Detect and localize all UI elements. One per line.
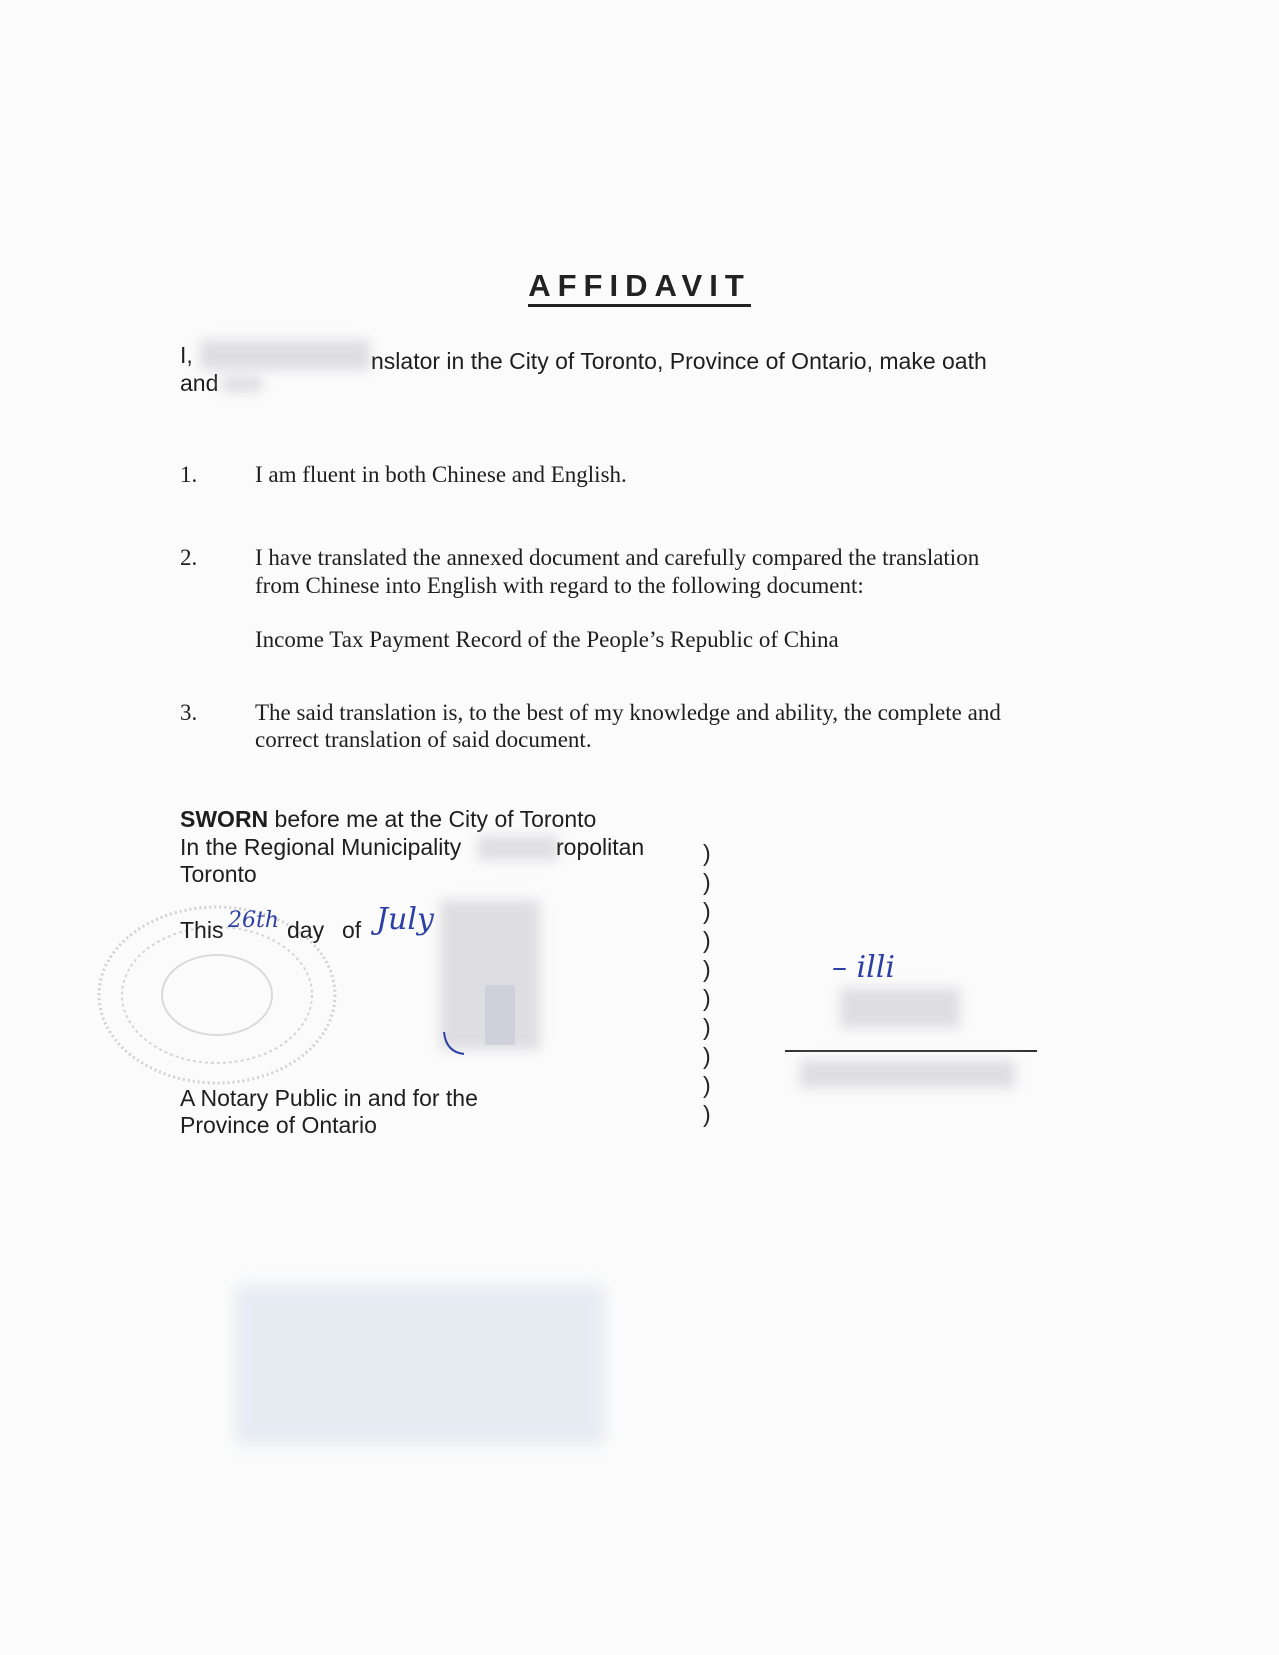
notary-line1: A Notary Public in and for the [180,1085,478,1111]
item-text-line2: from Chinese into English with regard to the following document: [255,573,864,598]
paren: ) [703,1101,711,1127]
redacted-address-stamp [235,1285,605,1445]
paren: ) [703,1043,711,1069]
redacted-deponent-name [800,1060,1015,1088]
item-text-line1: The said translation is, to the best of my knowledge and ability, the complete and [255,700,1001,725]
redaction-block [485,985,515,1045]
intro-line1: nslator in the City of Toronto, Province of Ontario, make oath [371,348,987,374]
signature-line [785,1050,1037,1052]
intro-line2: and [180,370,219,396]
redacted-name [200,340,370,370]
paren: ) [703,956,711,982]
handwritten-day: 26th [228,908,280,933]
of-label: of [342,917,362,943]
item-number: 1. [180,462,198,487]
jurat-line3: Toronto [180,861,257,887]
intro-prefix: I, [180,342,193,368]
item-text-line2: correct translation of said document. [255,727,592,752]
day-label: day [287,917,325,943]
redacted-fragment [222,376,262,392]
this-label: This [180,917,224,943]
document-title [0,268,1279,304]
title-text: AFFIDAVIT [528,268,751,307]
signature-stroke-icon [440,1030,470,1060]
paren: ) [703,927,711,953]
document-name: Income Tax Payment Record of the People’s Republic of China [255,627,839,652]
item-number: 2. [180,545,198,570]
paren: ) [703,985,711,1011]
deponent-signature: – illi [832,950,895,985]
paren: ) [703,1072,711,1098]
handwritten-month: July [376,902,434,937]
jurat-line2-left: In the Regional Municipality [180,834,462,860]
sworn-rest: before me at the City of Toronto [268,806,597,832]
paren: ) [703,869,711,895]
item-text: I am fluent in both Chinese and English. [255,462,627,487]
paren: ) [703,840,711,866]
sworn-label: SWORN [180,806,269,832]
item-text-line1: I have translated the annexed document and carefully compared the translation [255,545,980,570]
jurat-line1 [180,806,596,833]
item-number: 3. [180,700,198,725]
notary-line2: Province of Ontario [180,1112,377,1138]
jurat-line2-right: ropolitan [556,834,645,860]
paren: ) [703,898,711,924]
redacted-signature [840,988,960,1028]
redacted-fragment [478,836,558,860]
paren: ) [703,1014,711,1040]
